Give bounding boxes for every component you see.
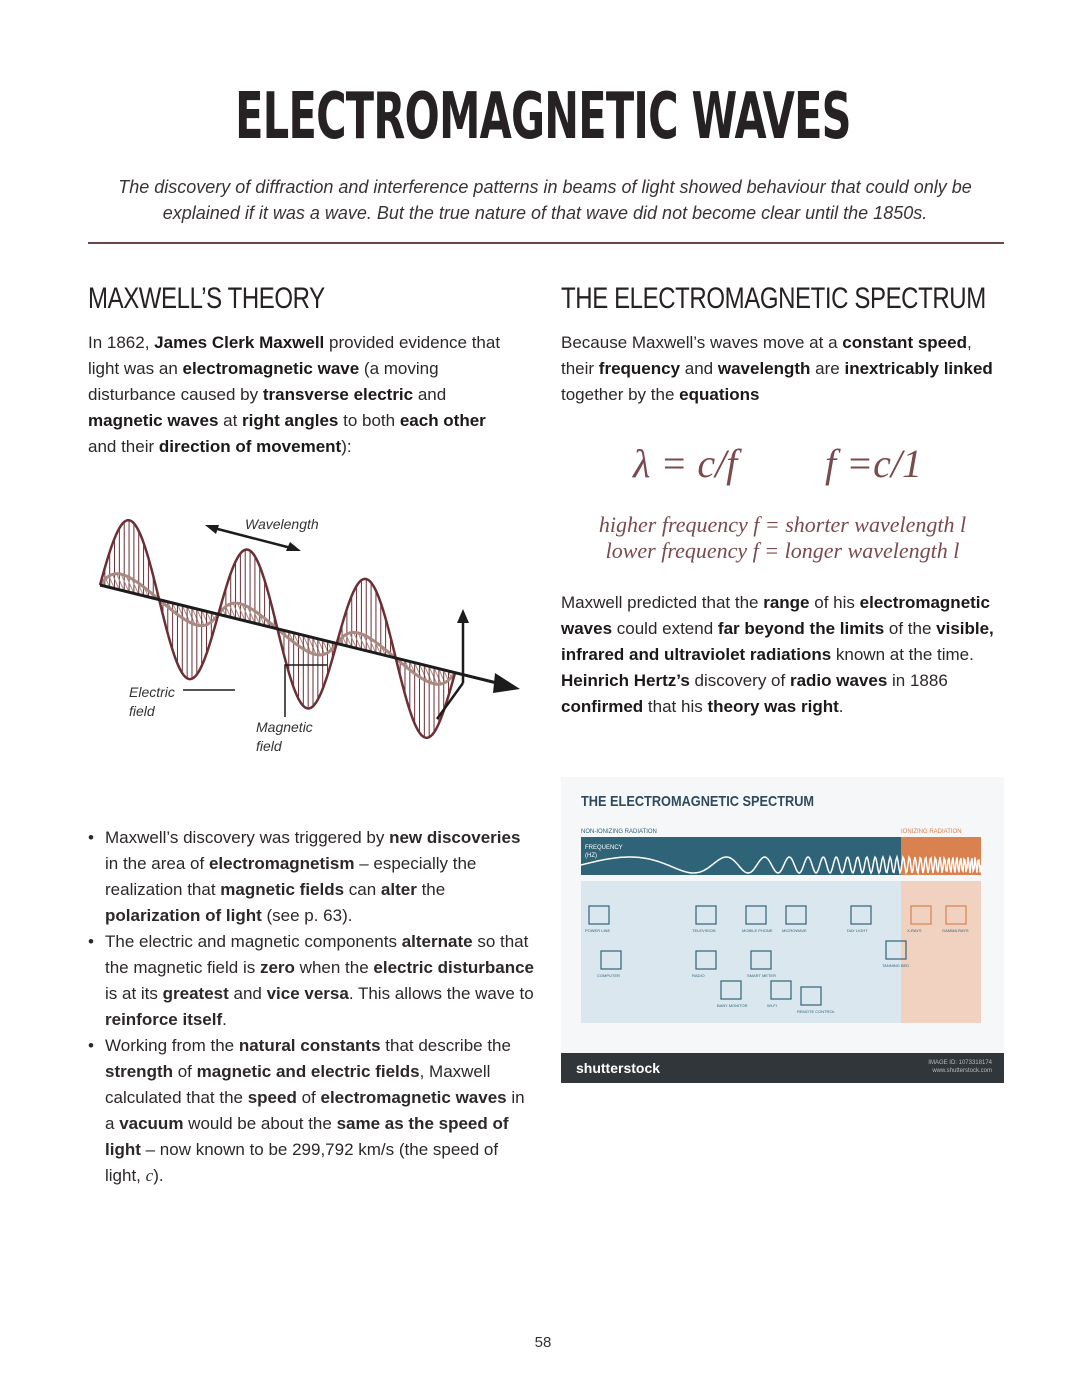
maxwell-heading: MAXWELL’S THEORY — [88, 282, 325, 315]
spectrum-item-label: MOBILE PHONE — [742, 928, 773, 933]
frequency-unit: (HZ) — [585, 853, 597, 859]
wavelength-arrow-head-left — [205, 525, 219, 534]
vertical-axis-head — [457, 609, 469, 623]
spectrum-item-label: TELEVISION — [692, 928, 716, 933]
image-id: IMAGE ID: 1073318174 — [928, 1060, 992, 1066]
formula-frequency: f =c/1 — [825, 441, 922, 486]
spectrum-image — [561, 777, 1004, 1083]
spectrum-item-label: GAMMA RAYS — [942, 928, 969, 933]
wavelength-label: Wavelength — [245, 516, 319, 532]
formula-note-2: lower frequency f = longer wavelength l — [605, 538, 960, 563]
spectrum-item-label: BABY MONITOR — [717, 1003, 748, 1008]
spectrum-item-label: POWER LINE — [585, 928, 611, 933]
non-ionizing-label: NON-IONIZING RADIATION — [581, 829, 657, 835]
spectrum-paragraph-2: Maxwell predicted that the range of his electromagnetic waves could extend far beyond the limits of the visible, infrared and ultraviolet radiations known at the time. Heinrich Hertz’s discovery of radio waves in 1886 confirmed that his theory was right. — [561, 593, 994, 716]
wavelength-arrow-head-right — [286, 542, 301, 551]
electric-label-1: Electric — [129, 684, 175, 700]
propagation-axis — [100, 585, 505, 685]
spectrum-image-title: THE ELECTROMAGNETIC SPECTRUM — [581, 793, 815, 810]
divider — [88, 242, 1004, 244]
spectrum-item-label: TANNING BED — [882, 963, 910, 968]
em-wave-diagram — [95, 505, 535, 765]
page-number: 58 — [534, 1334, 552, 1351]
spectrum-item-label: RADIO — [692, 973, 705, 978]
axis-arrow-head — [493, 673, 520, 693]
spectrum-footer — [561, 1053, 1004, 1083]
spectrum-item-label: COMPUTER — [597, 973, 620, 978]
formula-note-1: higher frequency f = shorter wavelength l — [598, 512, 967, 537]
image-site: www.shutterstock.com — [932, 1068, 992, 1074]
maxwell-paragraph: In 1862, James Clerk Maxwell provided evidence that light was an electromagnetic wave (a moving disturbance caused by transverse electric and magnetic waves at right angles to both each other and their direction of movement): — [88, 333, 501, 456]
spectrum-paragraph-1: Because Maxwell’s waves move at a constant speed, their frequency and wavelength are inextricably linked together by the equations — [561, 333, 993, 404]
non-ionizing-panel — [581, 881, 901, 1023]
formula-wavelength: λ = c/f — [633, 441, 738, 486]
intro-text: The discovery of diffraction and interference patterns in beams of light showed behaviour that could only be explained if it was a wave. But the true nature of that wave did not become clear until the 1850s. — [118, 177, 972, 223]
frequency-label: FREQUENCY — [585, 845, 623, 851]
bullet-item: • Working from the natural constants that describe the strength of magnetic and electric fields, Maxwell calculated that the speed of electromagnetic waves in a vacuum would be about the same as the speed of light – now known to be 299,792 km/s (the speed of light, c). — [88, 1033, 538, 1189]
spectrum-item-label: MICROWAVE — [782, 928, 807, 933]
spectrum-item-label: X-RAYS — [907, 928, 922, 933]
shutterstock-brand: shutterstock — [576, 1060, 661, 1076]
spectrum-heading: THE ELECTROMAGNETIC SPECTRUM — [561, 282, 986, 315]
spectrum-graphic — [561, 777, 1004, 1053]
spectrum-item-label: DAY LIGHT — [847, 928, 868, 933]
ionizing-label: IONIZING RADIATION — [901, 829, 962, 835]
maxwell-bullets — [88, 825, 538, 1189]
spectrum-item-label: SMART METER — [747, 973, 776, 978]
bullet-item: • Maxwell’s discovery was triggered by new discoveries in the area of electromagnetism – especially the realization that magnetic fields can alter the polarization of light (see p. 63). — [88, 825, 538, 929]
page-title: ELECTROMAGNETIC WAVES — [235, 80, 851, 154]
ionizing-panel — [901, 881, 981, 1023]
magnetic-label-2: field — [256, 738, 282, 754]
electric-label-2: field — [129, 703, 155, 719]
spectrum-item-label: WI-FI — [767, 1003, 777, 1008]
spectrum-item-label: REMOTE CONTROL — [797, 1009, 835, 1014]
magnetic-label-1: Magnetic — [256, 719, 313, 735]
bullet-item: • The electric and magnetic components alternate so that the magnetic field is zero when the electric disturbance is at its greatest and vice versa. This allows the wave to reinforce itself. — [88, 929, 538, 1033]
